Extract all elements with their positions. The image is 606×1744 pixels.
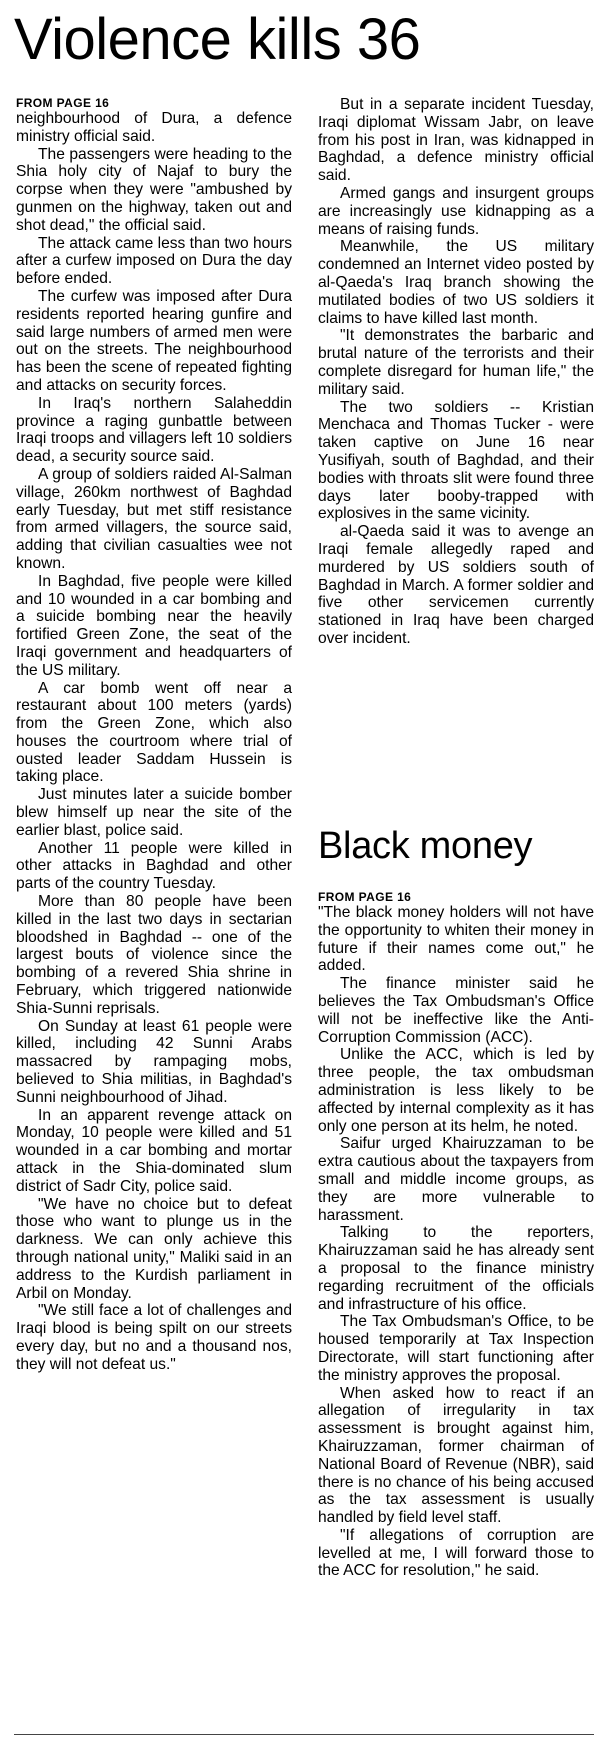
paragraph: The curfew was imposed after Dura residents reported hearing gunfire and said large numbers of armed men were out on the streets. The neighbourhood has been the scene of repeated fighting and attacks on security forces. <box>16 287 292 394</box>
paragraph: In Iraq's northern Salaheddin province a raging gunbattle between Iraqi troops and villagers left 10 soldiers dead, a security source said. <box>16 394 292 466</box>
from-page-label: FROM PAGE 16 <box>16 96 110 110</box>
paragraph: In an apparent revenge attack on Monday, 10 people were killed and 51 wounded in a car bombing and mortar attack in the Shia-dominated slum district of Sadr City, police said. <box>16 1106 292 1195</box>
paragraph: A group of soldiers raided Al-Salman village, 260km northwest of Baghdad early Tuesday, but met stiff resistance from armed villagers, the source said, adding that civilian casualties wee not known. <box>16 465 292 572</box>
paragraph: Saifur urged Khairuzzaman to be extra cautious about the taxpayers from small and middle income groups, as they are more vulnerable to harassment. <box>318 1135 594 1224</box>
paragraph: But in a separate incident Tuesday, Iraqi diplomat Wissam Jabr, on leave from his post in Iran, was kidnapped in Baghdad, a defence ministry official said. <box>318 96 594 185</box>
paragraph: The two soldiers -- Kristian Menchaca and Thomas Tucker - were taken captive on June 16 near Yusifiyah, south of Baghdad, and their bodies with throats slit were found three days later booby-trapped with explosives in the same vicinity. <box>318 398 594 523</box>
paragraph: Another 11 people were killed in other attacks in Baghdad and other parts of the country Tuesday. <box>16 839 292 893</box>
paragraph: "We still face a lot of challenges and Iraqi blood is being spilt on our streets every day, but no and a thousand nos, they will not defeat us." <box>16 1302 292 1373</box>
paragraph: Just minutes later a suicide bomber blew himself up near the site of the earlier blast, police said. <box>16 786 292 839</box>
paragraph: The finance minister said he believes the Tax Ombudsman's Office will not be ineffective like the Anti-Corruption Commission (ACC). <box>318 975 594 1046</box>
paragraph: "It demonstrates the barbaric and brutal nature of the terrorists and their complete disregard for human life," the military said. <box>318 327 594 398</box>
paragraph: "If allegations of corruption are levelled at me, I will forward those to the ACC for resolution," he said. <box>318 1526 594 1580</box>
bottom-rule <box>14 1734 594 1735</box>
paragraph: When asked how to react if an allegation of irregularity in tax assessment is brought against him, Khairuzzaman, former chairman of National Board of Revenue (NBR), said there is no chance of his being accused as the tax assessment is usually handled by field level staff. <box>318 1384 594 1527</box>
paragraph: "We have no choice but to defeat those who want to plunge us in the darkness. We can only achieve this through national unity," Maliki said in an address to the Kurdish parliament in Arbil on Monday. <box>16 1195 292 1302</box>
paragraph: More than 80 people have been killed in the last two days in sectarian bloodshed in Baghdad -- one of the largest bouts of violence since the bombing of a revered Shia shrine in February, which triggered nationwide Shia-Sunni reprisals. <box>16 893 292 1017</box>
headline-violence-kills: Violence kills 36 <box>14 7 421 72</box>
paragraph: Talking to the reporters, Khairuzzaman said he has already sent a proposal to the finance ministry regarding recruitment of the officials and infrastructure of his office. <box>318 1224 594 1313</box>
paragraph: Armed gangs and insurgent groups are increasingly use kidnapping as a means of raising funds. <box>318 184 594 238</box>
article1-left-column <box>16 96 292 1374</box>
from-page-label: FROM PAGE 16 <box>318 890 412 904</box>
paragraph: The passengers were heading to the Shia holy city of Najaf to bury the corpse when they were "ambushed by gunmen on the highway, taken out and shot dead," the official said. <box>16 145 292 234</box>
paragraph: neighbourhood of Dura, a defence ministry official said. <box>16 110 292 145</box>
article2-column <box>318 890 594 1580</box>
article1-right-column <box>318 96 594 648</box>
paragraph: The Tax Ombudsman's Office, to be housed temporarily at Tax Inspection Directorate, will start functioning after the ministry approves the proposal. <box>318 1313 594 1384</box>
paragraph: "The black money holders will not have the opportunity to whiten their money in future if their names come out," he added. <box>318 904 594 975</box>
headline-black-money: Black money <box>318 825 533 867</box>
paragraph: Meanwhile, the US military condemned an Internet video posted by al-Qaeda's Iraq branch showing the mutilated bodies of two US soldiers it claims to have killed last month. <box>318 238 594 327</box>
paragraph: Unlike the ACC, which is led by three people, the tax ombudsman administration is less likely to be affected by internal complexity as it has only one person at its helm, he noted. <box>318 1046 594 1135</box>
paragraph: In Baghdad, five people were killed and 10 wounded in a car bombing and a suicide bombing near the heavily fortified Green Zone, the seat of the Iraqi government and headquarters of the US military. <box>16 572 292 679</box>
paragraph: On Sunday at least 61 people were killed, including 42 Sunni Arabs massacred by rampaging mobs, believed to Shia militias, in Baghdad's Sunni neighbourhood of Jihad. <box>16 1017 292 1106</box>
paragraph: al-Qaeda said it was to avenge an Iraqi female allegedly raped and murdered by US soldiers south of Baghdad in March. A former soldier and five other servicemen currently stationed in Iraq have been charged over incident. <box>318 523 594 647</box>
paragraph: A car bomb went off near a restaurant about 100 meters (yards) from the Green Zone, which also houses the courtroom where trial of ousted leader Saddam Hussein is taking place. <box>16 679 292 786</box>
paragraph: The attack came less than two hours after a curfew imposed on Dura the day before ended. <box>16 234 292 288</box>
